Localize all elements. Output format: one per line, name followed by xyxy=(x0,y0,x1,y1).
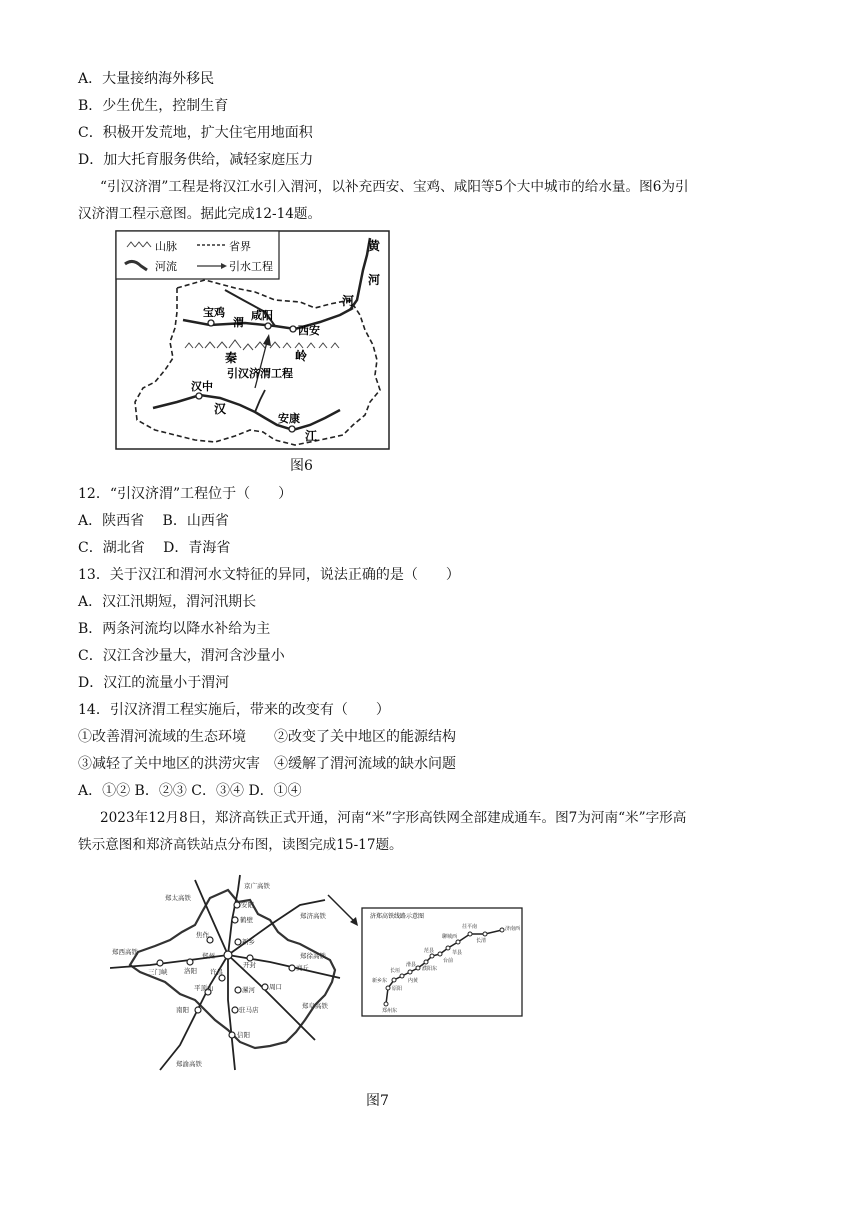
q13-option-c: C．汉江含沙量大，渭河含沙量小 xyxy=(78,648,285,664)
station-jinanxi: 济南西 xyxy=(505,926,521,932)
label-hanzhong: 汉中 xyxy=(191,380,213,393)
label-ankang: 安康 xyxy=(278,412,300,425)
q11-option-b: B．少生优生，控制生育 xyxy=(78,98,229,114)
passage1-line2: 汉济渭工程示意图。据此完成12-14题。 xyxy=(78,206,322,222)
label-wei: 渭 xyxy=(233,316,244,329)
label-zhengyu: 郑渝高铁 xyxy=(176,1060,202,1068)
xian-point xyxy=(290,326,296,332)
city-sanmenxia: 三门峡 xyxy=(148,968,168,976)
fig6-caption: 图6 xyxy=(290,458,313,474)
station-liaochengxi: 聊城西 xyxy=(442,934,458,940)
inset-title: 济郑高铁线路示意图 xyxy=(370,913,425,920)
q11-option-d: D．加大托育服务供给，减轻家庭压力 xyxy=(78,152,314,168)
label-zhengtai: 郑太高铁 xyxy=(165,894,191,902)
passage1-line1: “引汉济渭”工程是将汉江水引入渭河，以补充西安、宝鸡、咸阳等5个大中城市的给水量。图6为引 xyxy=(100,179,689,195)
station-xinxiangdong: 新乡东 xyxy=(372,978,388,984)
fig6-map xyxy=(115,230,390,450)
label-xianyang: 咸阳 xyxy=(251,309,273,322)
station-fanxian: 范县 xyxy=(424,948,435,954)
city-luohe: 漯河 xyxy=(242,986,255,994)
label-zhengxi: 郑西高铁 xyxy=(112,948,138,956)
label-qin: 秦 xyxy=(225,351,238,365)
station-chipingnan: 茌平南 xyxy=(462,924,478,930)
label-huang: 黄 xyxy=(368,239,381,253)
city-zhoukou: 周口 xyxy=(269,983,282,991)
passage2-line1: 2023年12月8日，郑济高铁正式开通，河南“米”字形高铁网全部建成通车。图7为河南“米”字形高 xyxy=(100,810,687,826)
passage2-line2: 铁示意图和郑济高铁站点分布图，读图完成15-17题。 xyxy=(78,837,403,853)
label-zhengji: 郑济高铁 xyxy=(300,912,326,920)
city-anyang: 安阳 xyxy=(241,901,254,909)
city-zhumadian: 驻马店 xyxy=(239,1006,259,1014)
label-zhengxu: 郑徐高铁 xyxy=(300,952,326,960)
city-xinyang: 信阳 xyxy=(237,1031,250,1039)
label-jiang: 江 xyxy=(305,429,318,443)
city-zhengzhou: 郑州 xyxy=(202,952,215,960)
baoji-point xyxy=(208,320,214,326)
q14-row1: ①改善渭河流域的生态环境 ②改变了关中地区的能源结构 xyxy=(78,729,456,745)
city-hebi: 鹤壁 xyxy=(240,916,253,924)
city-nanyang: 南阳 xyxy=(176,1006,189,1014)
q13-option-a: A．汉江汛期短，渭河汛期长 xyxy=(78,594,257,610)
city-luoyang: 洛阳 xyxy=(184,967,197,975)
label-jinggang: 京广高铁 xyxy=(244,882,270,890)
label-zhengfu: 郑阜高铁 xyxy=(302,1002,328,1010)
city-xuchang: 许昌 xyxy=(210,968,223,976)
station-taiqian: 台前 xyxy=(443,958,454,964)
station-yuanyang: 原阳 xyxy=(392,986,403,992)
q14-stem: 14．引汉济渭工程实施后，带来的改变有（ ） xyxy=(78,702,390,718)
station-zhengzhoudong: 郑州东 xyxy=(382,1008,398,1014)
fig7-caption: 图7 xyxy=(366,1093,389,1109)
city-xinxiang: 新乡 xyxy=(242,938,255,946)
station-neihuang: 内黄 xyxy=(408,978,419,984)
fig7-map xyxy=(110,870,530,1075)
label-he: 河 xyxy=(342,294,355,308)
q11-option-c: C．积极开发荒地，扩大住宅用地面积 xyxy=(78,125,313,141)
legend-river: 河流 xyxy=(155,260,177,273)
city-pingdingshan: 平顶山 xyxy=(194,984,214,992)
station-changyuan: 长垣 xyxy=(390,968,401,974)
station-puyangdong: 濮阳东 xyxy=(422,966,438,972)
station-huaxian: 滑县 xyxy=(406,962,417,968)
city-shangqiu: 商丘 xyxy=(296,964,309,972)
q14-row2: ③减轻了关中地区的洪涝灾害 ④缓解了渭河流域的缺水问题 xyxy=(78,756,456,772)
q13-option-d: D．汉江的流量小于渭河 xyxy=(78,675,230,691)
city-jiaozuo: 焦作 xyxy=(196,931,209,939)
label-huang-he: 河 xyxy=(368,273,381,287)
legend-diversion: 引水工程 xyxy=(229,260,273,273)
hanzhong-point xyxy=(196,393,202,399)
city-kaifeng: 开封 xyxy=(243,961,256,969)
q13-option-b: B．两条河流均以降水补给为主 xyxy=(78,621,271,637)
label-han: 汉 xyxy=(214,402,227,416)
legend-border: 省界 xyxy=(229,240,251,253)
q12-stem: 12．“引汉济渭”工程位于（ ） xyxy=(78,486,293,502)
legend-mountain: 山脉 xyxy=(155,240,177,253)
q14-answers: A．①② B．②③ C．③④ D．①④ xyxy=(78,783,302,799)
label-xian: 西安 xyxy=(298,324,320,337)
ankang-point xyxy=(289,426,295,432)
station-shenxian: 莘县 xyxy=(452,950,463,956)
station-changqing: 长清 xyxy=(476,938,487,944)
q12-options-row2: C．湖北省 D．青海省 xyxy=(78,540,231,556)
label-ling: 岭 xyxy=(295,349,308,363)
label-baoji: 宝鸡 xyxy=(203,306,225,319)
q13-stem: 13．关于汉江和渭河水文特征的异同，说法正确的是（ ） xyxy=(78,567,460,583)
label-project: 引汉济渭工程 xyxy=(227,367,293,380)
q12-options-row1: A．陕西省 B．山西省 xyxy=(78,513,229,529)
xianyang-point xyxy=(265,323,271,329)
q11-option-a: A．大量接纳海外移民 xyxy=(78,71,215,87)
